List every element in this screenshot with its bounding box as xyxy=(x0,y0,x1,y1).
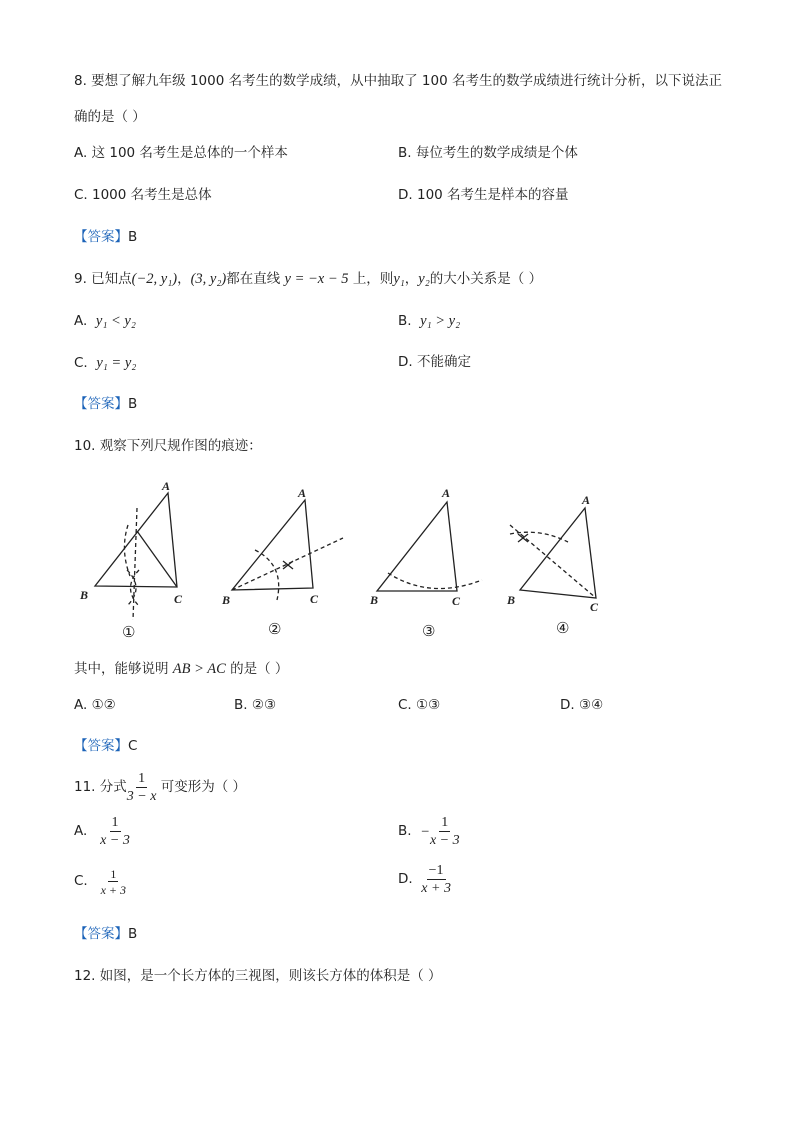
option-label: A. xyxy=(74,823,88,840)
q10-question-end: 的是（ ） xyxy=(230,661,289,677)
q11-option-d xyxy=(398,864,451,896)
q9-stem-mid: 都在直线 xyxy=(226,271,281,287)
q11-stem-end: 可变形为（ ） xyxy=(160,779,247,796)
option-label: C. xyxy=(74,355,88,371)
fraction-denominator: x + 3 xyxy=(421,881,451,896)
q9-point1: (−2, y₁) xyxy=(131,271,178,287)
figure-3-number: ③ xyxy=(422,624,436,640)
q9-point2: (3, y₂) xyxy=(190,271,227,287)
q9-stem-after: 上，则 xyxy=(352,271,394,287)
label-b: B xyxy=(507,593,516,607)
triangle-abc xyxy=(520,508,596,598)
q10-question-prefix: 其中，能够说明 xyxy=(74,661,169,677)
label-c: C xyxy=(310,592,319,606)
q10-option-d: D. ③④ xyxy=(560,697,604,713)
option-label: C. xyxy=(74,873,88,890)
fraction-numerator: −1 xyxy=(428,863,444,878)
option-label: A. xyxy=(74,313,88,329)
figure-1 xyxy=(95,493,177,620)
q9-stem-end: 的大小关系是（ ） xyxy=(429,271,543,287)
figure-1-number: ① xyxy=(122,625,136,641)
segment xyxy=(137,531,177,587)
q9-comma: ， xyxy=(404,271,419,287)
option-fraction xyxy=(421,864,451,896)
answer-tag: 【答案】 xyxy=(74,926,128,942)
figure-2-number: ② xyxy=(268,622,282,638)
construction-arc xyxy=(124,525,130,576)
label-c: C xyxy=(590,600,599,614)
answer-value: C xyxy=(128,738,138,754)
option-label: D. xyxy=(398,871,413,888)
q9-stem xyxy=(74,272,542,287)
fraction-denominator: x + 3 xyxy=(100,883,127,897)
q9-sep: ， xyxy=(177,271,191,287)
q11-stem xyxy=(74,772,246,804)
q9-stem-prefix: 9. 已知点 xyxy=(74,271,132,287)
figure-4-number: ④ xyxy=(556,621,570,637)
q11-stem-prefix: 11. 分式 xyxy=(74,779,127,796)
q8-stem-line1: 8. 要想了解九年级 1000 名考生的数学成绩，从中抽取了 100 名考生的数学成绩进行统计分析，以下说法正 xyxy=(74,73,722,89)
q9-option-b xyxy=(398,314,460,329)
triangle-abc xyxy=(232,500,313,590)
label-c: C xyxy=(174,592,183,606)
option-fraction xyxy=(430,816,460,848)
construction-arc xyxy=(388,573,482,589)
q9-line-equation: y = −x − 5 xyxy=(284,271,349,287)
q8-stem-line2: 确的是（ ） xyxy=(74,109,146,125)
q9-option-c-expr: y₁ = y₂ xyxy=(96,355,137,371)
q10-option-b: B. ②③ xyxy=(234,697,277,713)
answer-value: B xyxy=(128,229,138,245)
answer-value: B xyxy=(128,926,138,942)
q11-fraction xyxy=(127,772,157,804)
q8-answer xyxy=(74,231,137,245)
fraction-denominator: x − 3 xyxy=(100,833,130,848)
q10-answer xyxy=(74,740,137,754)
q9-option-c xyxy=(74,356,136,371)
figure-4 xyxy=(510,508,596,598)
fraction-numerator: 1 xyxy=(110,867,117,881)
q10-option-c: C. ①③ xyxy=(398,697,441,713)
option-fraction xyxy=(101,868,126,896)
fraction-numerator: 1 xyxy=(441,815,449,830)
q11-option-a xyxy=(74,816,130,848)
q10-constructions-figure xyxy=(0,470,794,645)
q11-option-c xyxy=(74,868,126,896)
fraction-numerator: 1 xyxy=(111,815,119,830)
q12-stem: 12. 如图，是一个长方体的三视图，则该长方体的体积是（ ） xyxy=(74,968,442,984)
label-b: B xyxy=(80,588,89,602)
answer-tag: 【答案】 xyxy=(74,396,128,412)
answer-value: B xyxy=(128,396,138,412)
label-a: A xyxy=(162,479,171,493)
q8-option-a: A. 这 100 名考生是总体的一个样本 xyxy=(74,145,288,161)
label-a: A xyxy=(298,486,307,500)
q9-option-a xyxy=(74,314,136,329)
q10-relation: AB > AC xyxy=(172,661,226,677)
q8-option-c: C. 1000 名考生是总体 xyxy=(74,187,212,203)
q9-answer xyxy=(74,398,137,412)
minus-sign: − xyxy=(420,823,430,840)
q11-answer xyxy=(74,928,137,942)
answer-tag: 【答案】 xyxy=(74,229,128,245)
option-fraction xyxy=(100,816,130,848)
q9-option-d: D. 不能确定 xyxy=(398,354,471,370)
q9-option-a-expr: y₁ < y₂ xyxy=(95,313,136,329)
label-b: B xyxy=(370,593,379,607)
label-b: B xyxy=(222,593,231,607)
label-c: C xyxy=(452,594,461,608)
q8-option-d: D. 100 名考生是样本的容量 xyxy=(398,187,569,203)
q9-var1: y₁ xyxy=(393,271,405,287)
triangle-abc xyxy=(95,493,177,587)
q11-option-b xyxy=(398,816,460,848)
q10-stem: 10. 观察下列尺规作图的痕迹： xyxy=(74,438,262,454)
figure-3 xyxy=(377,502,482,591)
q10-option-a: A. ①② xyxy=(74,697,116,713)
fraction-denominator: x − 3 xyxy=(429,833,460,848)
label-a: A xyxy=(582,493,591,507)
q9-option-b-expr: y₁ > y₂ xyxy=(420,313,461,329)
triangle-abc xyxy=(377,502,457,591)
option-label: B. xyxy=(398,313,412,329)
q9-var2: y₂ xyxy=(418,271,430,287)
label-a: A xyxy=(442,486,451,500)
option-label: B. xyxy=(398,823,412,840)
q10-question xyxy=(74,662,288,677)
fraction-denominator: 3 − x xyxy=(126,789,157,804)
answer-tag: 【答案】 xyxy=(74,738,128,754)
q8-option-b: B. 每位考生的数学成绩是个体 xyxy=(398,145,578,161)
figure-2 xyxy=(232,500,343,600)
fraction-numerator: 1 xyxy=(138,771,146,786)
